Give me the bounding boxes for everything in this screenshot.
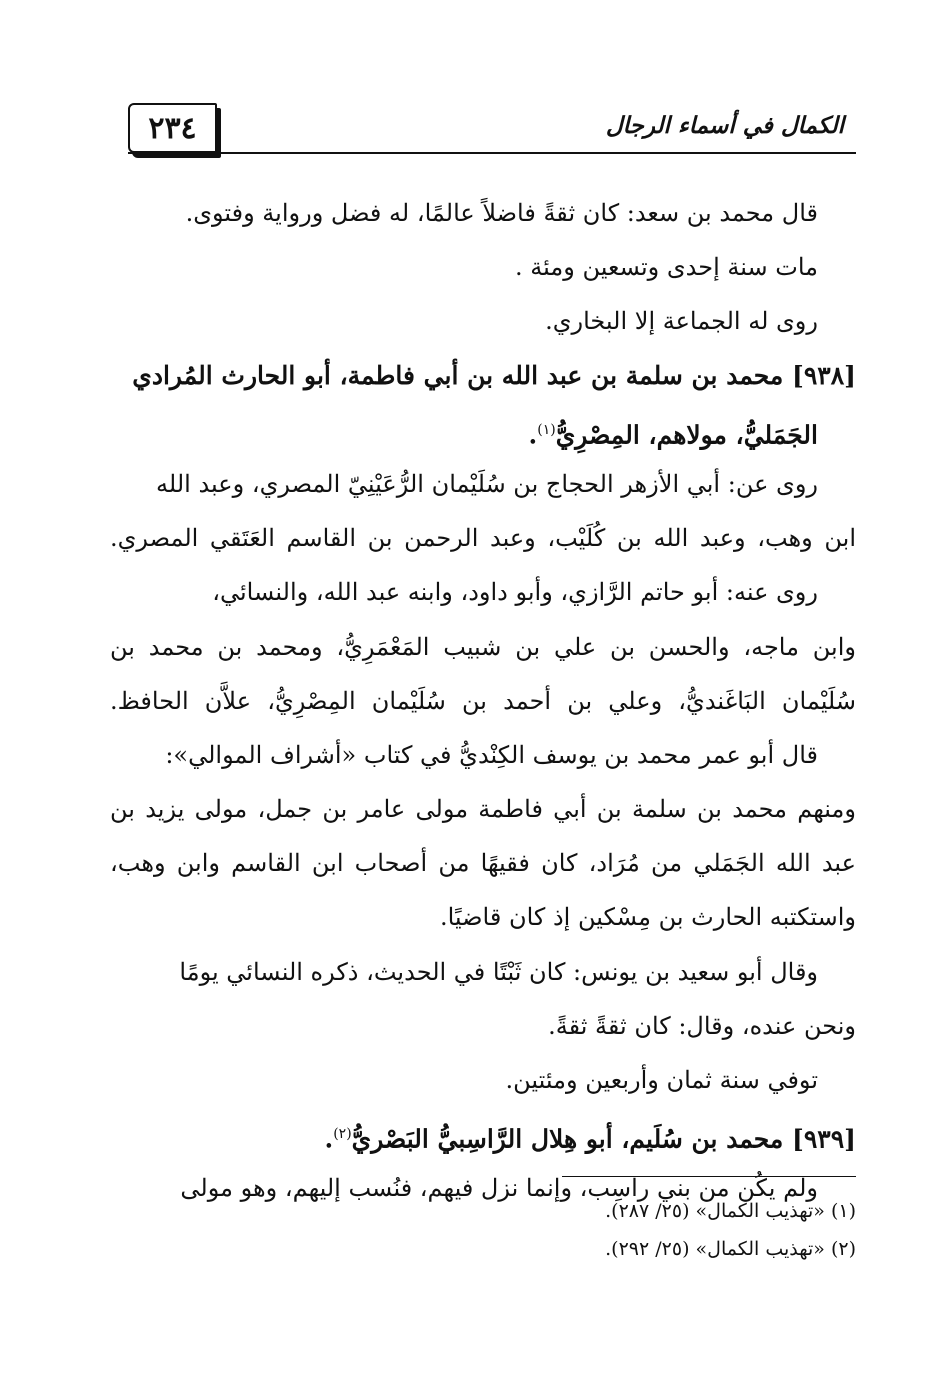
line-text: [٩٣٨] محمد بن سلمة بن عبد الله بن أبي فاطمة، أبو الحارث المُرادي (132, 360, 856, 390)
footnote: (٢) «تهذيب الكمال» (٢٥/ ٢٩٢). (605, 1238, 856, 1260)
line-text: قال محمد بن سعد: كان ثقةً فاضلاً عالمًا، له فضل ورواية وفتوى. (185, 199, 818, 227)
line-text: روى عنه: أبو حاتم الرَّازي، وأبو داود، وابنه عبد الله، والنسائي، (212, 578, 818, 607)
entry-heading-line (110, 1107, 856, 1161)
line-text: ولم يكُن من بني راسِب، وإنما نزل فيهم، فنُسب إليهم، وهو مولى (180, 1174, 818, 1203)
text-line (110, 565, 856, 619)
line-tail-punctuation: . (528, 420, 538, 450)
page-number-text: ٢٣٤ (148, 110, 197, 146)
text-line (110, 294, 856, 348)
text-line (110, 186, 856, 240)
line-text: مات سنة إحدى وتسعين ومئة . (515, 253, 818, 282)
text-line (110, 782, 856, 836)
text-line (110, 945, 856, 999)
line-text: وابن ماجه، والحسن بن علي بن شبيب المَعْمَرِيُّ، ومحمد بن محمد بن (110, 632, 856, 661)
line-text: ومنهم محمد بن سلمة بن أبي فاطمة مولى عامر بن جمل، مولى يزيد بن (110, 795, 856, 824)
line-text: قال أبو عمر محمد بن يوسف الكِنْديُّ في كتاب «أشراف الموالي»: (165, 740, 818, 769)
entry-heading-line (110, 349, 856, 403)
line-text: روى له الجماعة إلا البخاري. (545, 307, 818, 336)
header-divider (128, 152, 856, 154)
text-line (110, 836, 856, 890)
entry-heading-line (110, 403, 856, 457)
text-line (110, 1053, 856, 1107)
footnotes-section (500, 1192, 856, 1268)
line-text: [٩٣٩] محمد بن سُلَيم، أبو هِلال الرَّاسِبيُّ البَصْريُّ (351, 1124, 856, 1154)
text-line (110, 620, 856, 674)
text-line (110, 511, 856, 565)
running-header-title: الكمال في أسماء الرجال (605, 112, 844, 139)
line-text: وقال أبو سعيد بن يونس: كان ثَبْتًا في الحديث، ذكره النسائي يومًا (179, 957, 818, 986)
footnote-reference: (١) (537, 421, 556, 438)
line-text: توفي سنة ثمان وأربعين ومئتين. (505, 1066, 818, 1094)
line-text: ابن وهب، وعبد الله بن كُلَيْب، وعبد الرحمن بن القاسم العَتَقي المصري. (110, 524, 856, 553)
text-line (110, 728, 856, 782)
page-number (128, 103, 217, 153)
line-text: الجَمَليُّ، مولاهم، المِصْرِيُّ (555, 420, 818, 450)
footnote-divider (562, 1176, 856, 1177)
text-line (110, 890, 856, 944)
text-line (110, 999, 856, 1053)
line-tail-punctuation: . (324, 1124, 334, 1154)
line-text: واستكتبه الحارث بن مِسْكين إذ كان قاضيًا. (439, 903, 856, 932)
footnote: (١) «تهذيب الكمال» (٢٥/ ٢٨٧). (605, 1200, 856, 1222)
line-text: روى عن: أبي الأزهر الحجاج بن سُلَيْمان الرُّعَيْنِيّ المصري، وعبد الله (156, 469, 818, 498)
line-text: عبد الله الجَمَلي من مُرَاد، كان فقيهًا من أصحاب ابن القاسم وابن وهب، (110, 849, 856, 878)
line-text: سُلَيْمان البَاغَنديُّ، وعلي بن أحمد بن سُلَيْمان المِصْرِيُّ، علاَّن الحافظ. (110, 686, 856, 715)
main-body-text (110, 186, 856, 1216)
line-text: ونحن عنده، وقال: كان ثقةً ثقةً. (548, 1011, 856, 1040)
text-line (110, 240, 856, 294)
text-line (110, 457, 856, 511)
footnote-reference: (٢) (333, 1126, 352, 1143)
text-line (110, 674, 856, 728)
